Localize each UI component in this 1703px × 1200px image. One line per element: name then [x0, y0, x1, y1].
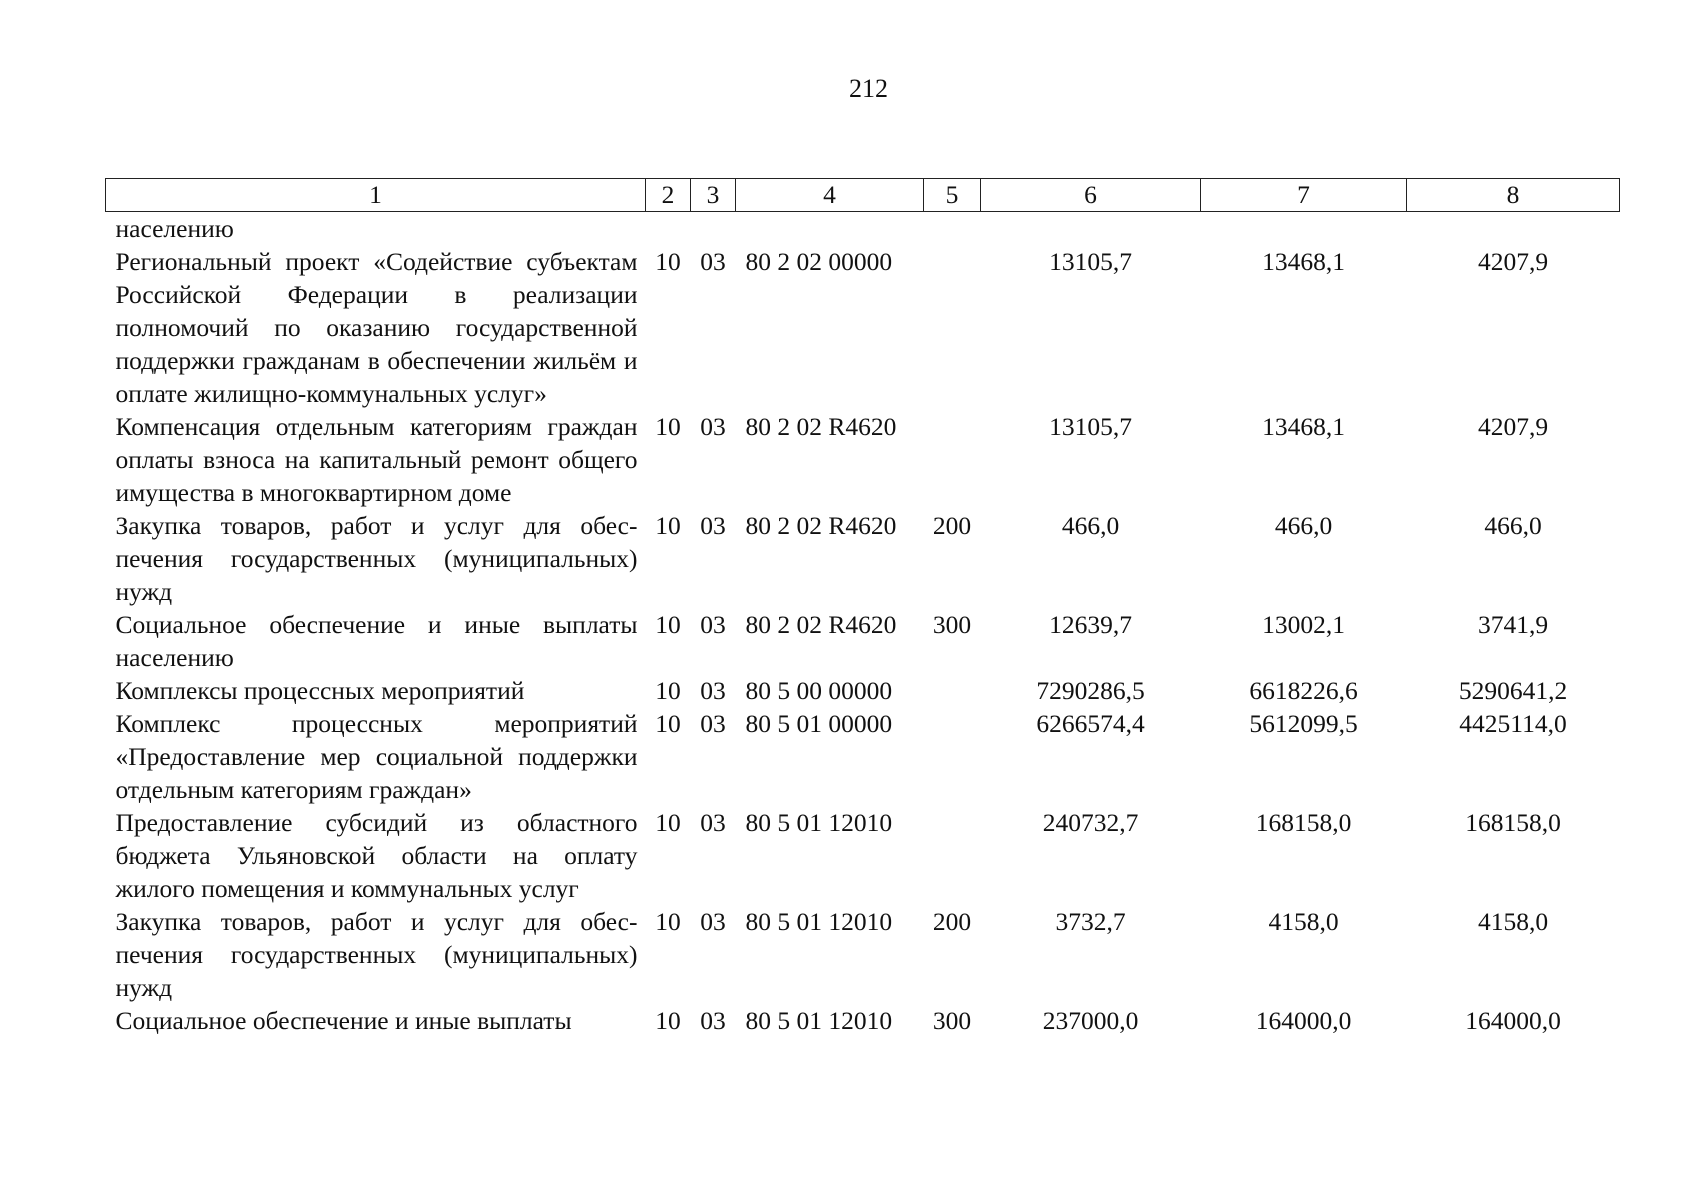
- table-row: [106, 707, 1620, 806]
- row-subsection: 03: [700, 676, 726, 705]
- row-expense-type: [924, 806, 981, 905]
- row-target-article: [736, 212, 924, 246]
- row-target-article: 80 2 02 R4620: [745, 610, 897, 639]
- row-section: 10: [655, 709, 681, 738]
- column-header: 2: [646, 179, 691, 212]
- row-subsection: 03: [700, 808, 726, 837]
- row-section: 10: [655, 610, 681, 639]
- row-name: Комплекс процессных мероприятий «Предоставление мер социальной поддержки отдельным категориям граждан»: [115, 709, 638, 804]
- table-row: [106, 509, 1620, 608]
- row-section: 10: [655, 907, 681, 936]
- row-subsection: 03: [700, 709, 726, 738]
- row-amount-col8: 4207,9: [1477, 412, 1549, 441]
- column-header: 7: [1201, 179, 1407, 212]
- row-amount-col6: 3732,7: [1055, 907, 1126, 936]
- row-amount-col7: 4158,0: [1268, 907, 1339, 936]
- row-amount-col6: 12639,7: [1049, 610, 1132, 639]
- row-subsection: 03: [700, 412, 726, 441]
- row-expense-type: 200: [932, 511, 972, 540]
- row-name: Региональный проект «Содействие субъектам Российской Федерации в реализации полномочий по оказанию государственной поддержки гражданам в обеспечении жильём и оплате жилищно-коммунальных услуг»: [115, 247, 638, 408]
- row-section: [646, 212, 691, 246]
- row-expense-type: 300: [932, 610, 972, 639]
- table-row: [106, 674, 1620, 707]
- row-target-article: 80 5 01 12010: [745, 1006, 893, 1035]
- table-row: [106, 1004, 1620, 1037]
- row-name: населению: [115, 214, 234, 243]
- row-subsection: 03: [700, 511, 726, 540]
- row-amount-col8: 4158,0: [1477, 907, 1549, 936]
- table-row: [106, 212, 1620, 246]
- column-header: 6: [981, 179, 1201, 212]
- budget-table-container: [105, 178, 1619, 1037]
- row-subsection: 03: [700, 907, 726, 936]
- table-row: [106, 410, 1620, 509]
- row-expense-type: 200: [932, 907, 972, 936]
- row-expense-type: [924, 212, 981, 246]
- table-row: [106, 245, 1620, 410]
- row-name: Предоставление субсидий из областного бюджета Ульяновской области на оплату жилого помещения и коммунальных услуг: [115, 808, 638, 903]
- row-amount-col6: 240732,7: [1042, 808, 1139, 837]
- row-section: 10: [655, 511, 681, 540]
- row-amount-col7: 164000,0: [1255, 1006, 1352, 1035]
- row-amount-col8: 4425114,0: [1459, 709, 1567, 738]
- column-header: 1: [106, 179, 646, 212]
- row-amount-col7: 13002,1: [1262, 610, 1345, 639]
- column-header: 8: [1407, 179, 1620, 212]
- row-amount-col7: 466,0: [1274, 511, 1333, 540]
- row-target-article: 80 5 01 12010: [745, 907, 893, 936]
- table-row: [106, 806, 1620, 905]
- row-amount-col7: 6618226,6: [1249, 676, 1358, 705]
- table-row: [106, 905, 1620, 1004]
- row-subsection: 03: [700, 247, 726, 276]
- row-subsection: 03: [700, 610, 726, 639]
- row-amount-col6: 237000,0: [1042, 1006, 1139, 1035]
- row-amount-col6: 13105,7: [1049, 247, 1132, 276]
- table-header-row: [106, 179, 1620, 212]
- row-amount-col7: 13468,1: [1262, 247, 1345, 276]
- row-amount-col8: 3741,9: [1477, 610, 1549, 639]
- row-amount-col8: 4207,9: [1477, 247, 1549, 276]
- row-amount-col8: 5290641,2: [1458, 676, 1568, 705]
- row-amount-col6: [981, 212, 1201, 246]
- row-section: 10: [655, 247, 681, 276]
- row-amount-col8: [1407, 212, 1620, 246]
- row-name: Закупка товаров, работ и услуг для обеспечения государственных (муниципальных) нужд: [115, 511, 638, 606]
- row-name: Комплексы процессных мероприятий: [115, 676, 525, 705]
- row-name: Социальное обеспечение и иные выплаты: [115, 1006, 572, 1035]
- row-expense-type: 300: [932, 1006, 972, 1035]
- row-name: Компенсация отдельным категориям граждан оплаты взноса на капитальный ремонт общего имущества в многоквартирном доме: [115, 412, 638, 507]
- table-row: [106, 608, 1620, 674]
- column-header: 5: [924, 179, 981, 212]
- row-target-article: 80 2 02 R4620: [745, 511, 897, 540]
- row-amount-col7: 13468,1: [1262, 412, 1345, 441]
- row-expense-type: [924, 707, 981, 806]
- row-amount-col7: 5612099,5: [1249, 709, 1358, 738]
- row-target-article: 80 5 01 00000: [745, 709, 893, 738]
- row-amount-col6: 466,0: [1061, 511, 1120, 540]
- row-expense-type: [924, 674, 981, 707]
- row-amount-col6: 13105,7: [1049, 412, 1132, 441]
- row-target-article: 80 5 01 12010: [745, 808, 893, 837]
- row-subsection: [691, 212, 736, 246]
- row-target-article: 80 2 02 00000: [745, 247, 893, 276]
- row-subsection: 03: [700, 1006, 726, 1035]
- row-amount-col6: 7290286,5: [1036, 676, 1145, 705]
- row-amount-col8: 164000,0: [1465, 1006, 1561, 1035]
- row-expense-type: [924, 245, 981, 410]
- row-amount-col7: [1201, 212, 1407, 246]
- column-header: 4: [736, 179, 924, 212]
- row-section: 10: [655, 412, 681, 441]
- row-amount-col6: 6266574,4: [1036, 709, 1145, 738]
- page-number: 212: [849, 74, 888, 103]
- budget-table: [105, 178, 1620, 1037]
- row-target-article: 80 5 00 00000: [745, 676, 893, 705]
- row-section: 10: [655, 676, 681, 705]
- row-name: Социальное обеспечение и иные выплаты населению: [115, 610, 638, 672]
- row-expense-type: [924, 410, 981, 509]
- row-target-article: 80 2 02 R4620: [745, 412, 897, 441]
- column-header: 3: [691, 179, 736, 212]
- row-amount-col8: 466,0: [1484, 511, 1542, 540]
- row-section: 10: [655, 1006, 681, 1035]
- row-name: Закупка товаров, работ и услуг для обеспечения государственных (муниципальных) нужд: [115, 907, 638, 1002]
- row-section: 10: [655, 808, 681, 837]
- row-amount-col8: 168158,0: [1465, 808, 1561, 837]
- row-amount-col7: 168158,0: [1255, 808, 1352, 837]
